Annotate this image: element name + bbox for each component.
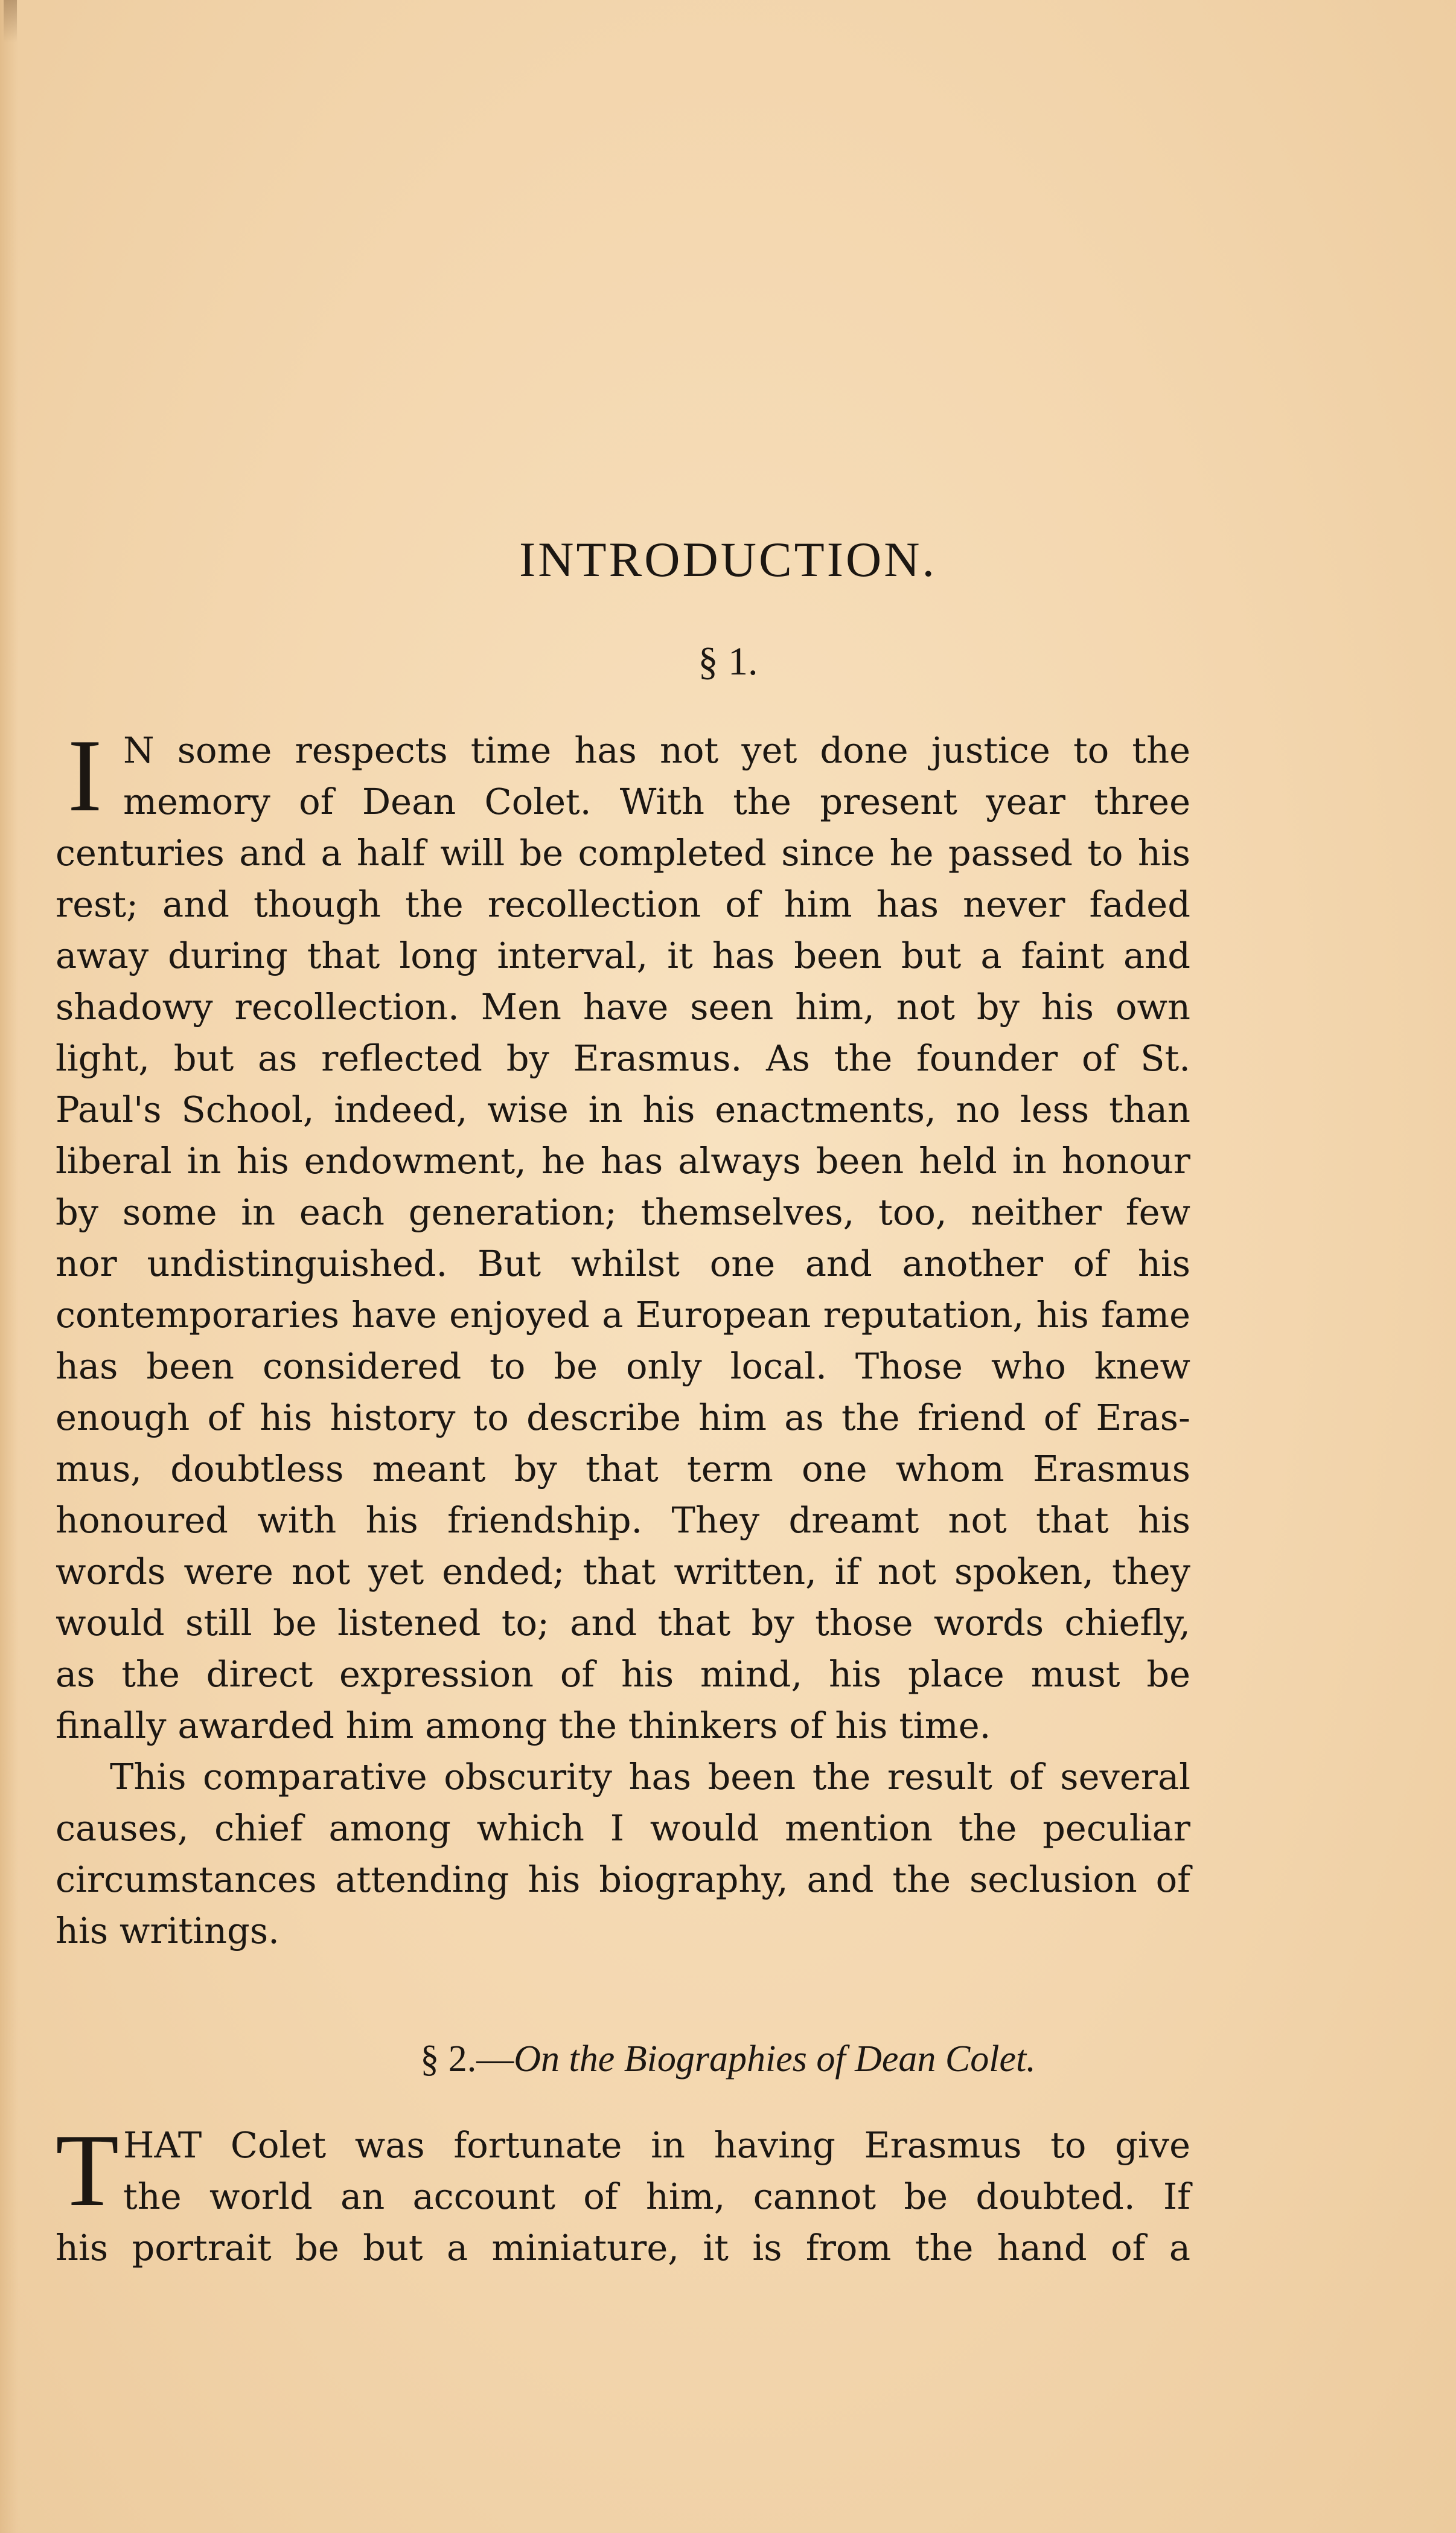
text-line: contemporaries have enjoyed a European reputation, his fame [56,1294,1190,1336]
section-2-body [56,2113,1190,2273]
section-2-heading [0,2038,1456,2081]
text-line: words were not yet ended; that written, if not spoken, they [56,1551,1190,1592]
text-line: N some respects time has not yet done justice to the [123,729,1190,771]
drop-cap: I [68,719,103,833]
text-line: shadowy recollection. Men have seen him, not by his own [56,986,1190,1028]
text-line: his writings. [56,1910,279,1952]
drop-cap: T [56,2113,120,2228]
text-line: rest; and though the recollection of him has never faded [56,883,1190,925]
text-line: light, but as reflected by Erasmus. As the founder of St. [56,1037,1190,1079]
text-line: HAT Colet was fortunate in having Erasmus to give [123,2124,1190,2166]
text-line: away during that long interval, it has been but a faint and [56,935,1190,976]
text-line: memory of Dean Colet. With the present year three [123,781,1190,822]
text-line: his portrait be but a miniature, it is from the hand of a [56,2227,1190,2269]
section-1-mark: § 1. [698,639,758,684]
text-line: centuries and a half will be completed since he passed to his [56,832,1190,874]
text-line: enough of his history to describe him as the friend of Eras- [56,1397,1190,1438]
text-line: nor undistinguished. But whilst one and another of his [56,1243,1190,1284]
text-line: This comparative obscurity has been the result of several [110,1756,1190,1798]
text-line: has been considered to be only local. Those who knew [56,1345,1190,1387]
chapter-title: INTRODUCTION. [519,532,937,587]
section-2-title: On the Biographies of Dean Colet. [514,2038,1036,2080]
text-line: circumstances attending his biography, and the seclusion of [56,1859,1190,1900]
text-line: the world an account of him, cannot be doubted. If [123,2176,1190,2217]
text-line: finally awarded him among the thinkers of his time. [56,1705,991,1746]
section-2-mark: § 2.— [420,2038,514,2080]
text-line: liberal in his endowment, he has always been held in honour [56,1140,1190,1182]
page-stain [4,0,17,42]
text-line: Paul's School, indeed, wise in his enactments, no less than [56,1089,1190,1130]
text-line: honoured with his friendship. They dreamt not that his [56,1499,1190,1541]
text-line: by some in each generation; themselves, too, neither few [56,1191,1190,1233]
section-1-body [56,719,1190,1956]
text-line: as the direct expression of his mind, his place must be [56,1653,1190,1695]
text-line: mus, doubtless meant by that term one whom Erasmus [56,1448,1190,1490]
text-line: would still be listened to; and that by those words chiefly, [56,1602,1190,1644]
page-edge [0,0,18,2533]
text-line: causes, chief among which I would mention the peculiar [56,1807,1190,1849]
